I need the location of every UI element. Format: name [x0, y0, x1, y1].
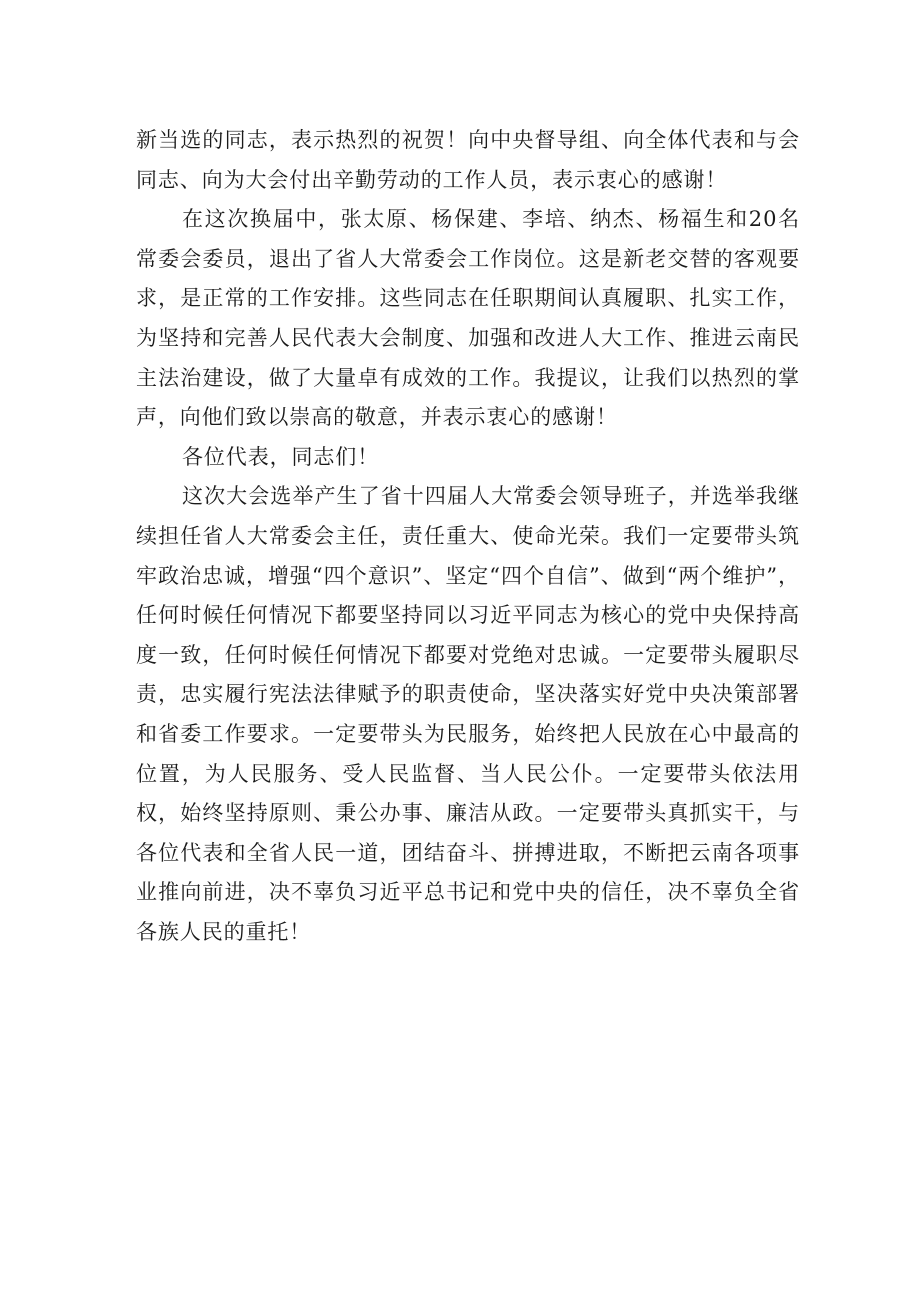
paragraph-commitments: 这次大会选举产生了省十四届人大常委会领导班子，并选举我继续担任省人大常委会主任，责任重大、使命光荣。我们一定要带头筑牢政治忠诚，增强“四个意识”、坚定“四个自信”、做到“两个维护”，任何时候任何情况下都要坚持同以习近平同志为核心的党中央保持高度一致，任何时候任何情况下都要对党绝对忠诚。一定要带头履职尽责，忠实履行宪法法律赋予的职责使命，坚决落实好党中央决策部署和省委工作要求。一定要带头为民服务，始终把人民放在心中最高的位置，为人民服务、受人民监督、当人民公仆。一定要带头依法用权，始终坚持原则、秉公办事、廉洁从政。一定要带头真抓实干，与各位代表和全省人民一道，团结奋斗、拼搏进取，不断把云南各项事业推向前进，决不辜负习近平总书记和党中央的信任，决不辜负全省各族人民的重托！: [136, 484, 800, 944]
paragraph-congratulations: 新当选的同志，表示热烈的祝贺！向中央督导组、向全体代表和与会同志、向为大会付出辛勤劳动的工作人员，表示衷心的感谢！: [136, 128, 800, 192]
paragraph-salutation: 各位代表，同志们！: [182, 444, 380, 469]
paragraph-retiring-members: 在这次换届中，张太原、杨保建、李培、纳杰、杨福生和20名常委会委员，退出了省人大常委会工作岗位。这是新老交替的客观要求，是正常的工作安排。这些同志在任职期间认真履职、扎实工作，为坚持和完善人民代表大会制度、加强和改进人大工作、推进云南民主法治建设，做了大量卓有成效的工作。我提议，让我们以热烈的掌声，向他们致以崇高的敬意，并表示衷心的感谢！: [136, 207, 800, 430]
document-body: [136, 121, 800, 952]
